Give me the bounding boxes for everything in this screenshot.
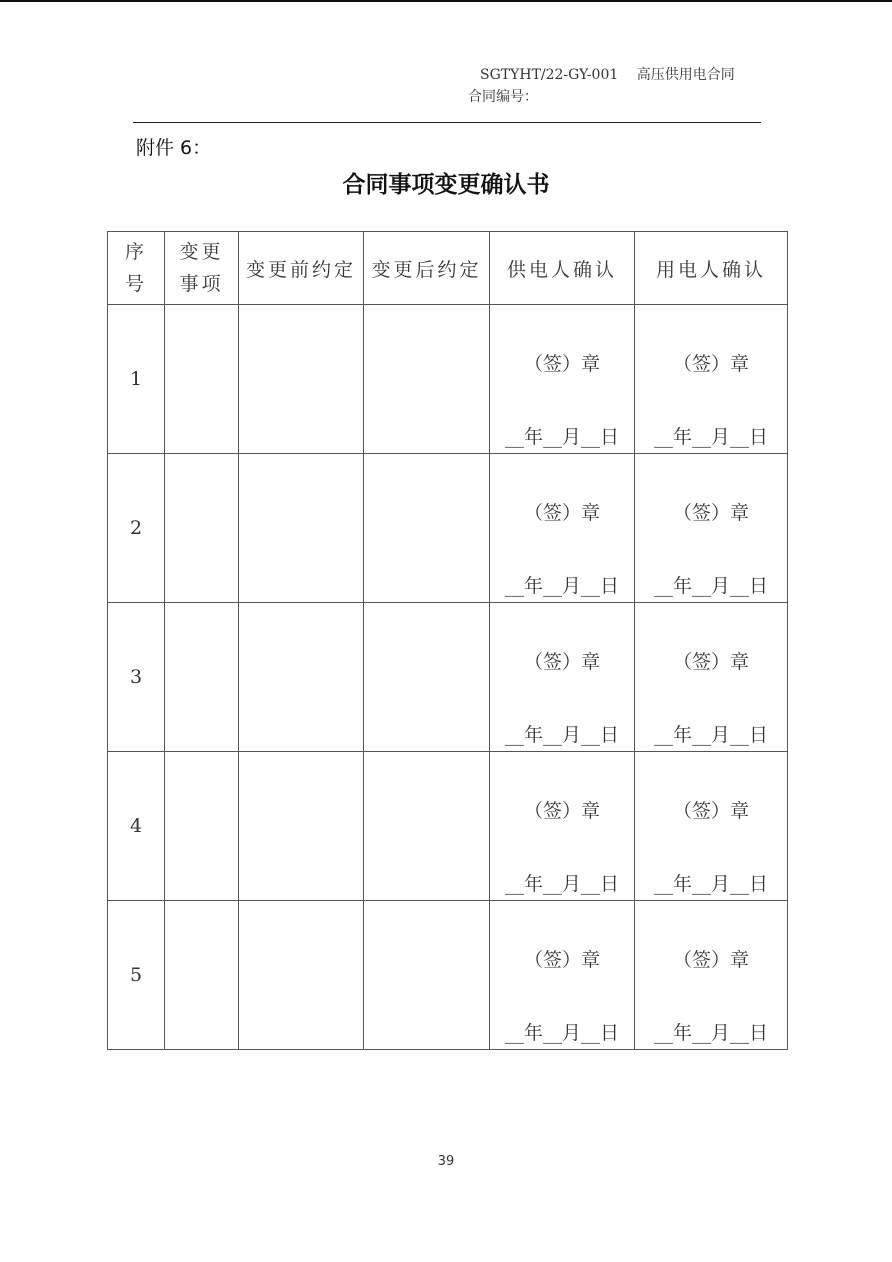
change-item-cell[interactable]: [165, 901, 239, 1050]
table-row: [108, 305, 788, 454]
supplier-confirm-cell[interactable]: [490, 901, 635, 1050]
date-field: __年__月__日: [653, 426, 768, 448]
date-field: __年__月__日: [653, 873, 768, 895]
before-cell[interactable]: [239, 454, 364, 603]
change-confirmation-table: [107, 231, 788, 1050]
seal-label: （签）章: [672, 949, 749, 971]
consumer-confirm-cell[interactable]: [635, 752, 788, 901]
table-row: [108, 901, 788, 1050]
before-cell[interactable]: [239, 305, 364, 454]
date-field: __年__月__日: [653, 575, 768, 597]
change-item-cell[interactable]: [165, 454, 239, 603]
before-cell[interactable]: [239, 603, 364, 752]
consumer-confirm-cell[interactable]: [635, 305, 788, 454]
header-after: 变更后约定: [364, 232, 490, 305]
document-title: 合同事项变更确认书: [342, 171, 550, 198]
supplier-confirm-cell[interactable]: [490, 752, 635, 901]
date-field: __年__月__日: [653, 724, 768, 746]
date-field: __年__月__日: [504, 873, 619, 895]
date-field: __年__月__日: [504, 575, 619, 597]
after-cell[interactable]: [364, 901, 490, 1050]
page-number: 39: [437, 1154, 455, 1169]
contract-code: SGTYHT/22-GY-001: [480, 67, 619, 83]
row-number: 2: [108, 454, 165, 603]
row-number: 5: [108, 901, 165, 1050]
before-cell[interactable]: [239, 901, 364, 1050]
attachment-label: 附件 6：: [136, 137, 212, 159]
header-before: 变更前约定: [239, 232, 364, 305]
after-cell[interactable]: [364, 603, 490, 752]
seal-label: （签）章: [523, 353, 600, 375]
consumer-confirm-cell[interactable]: [635, 454, 788, 603]
page-top-border: [0, 0, 892, 2]
row-number: 1: [108, 305, 165, 454]
date-field: __年__月__日: [653, 1022, 768, 1044]
running-header: [480, 64, 735, 84]
after-cell[interactable]: [364, 305, 490, 454]
table-header-row: [108, 232, 788, 305]
supplier-confirm-cell[interactable]: [490, 454, 635, 603]
consumer-confirm-cell[interactable]: [635, 603, 788, 752]
date-field: __年__月__日: [504, 724, 619, 746]
supplier-confirm-cell[interactable]: [490, 603, 635, 752]
seal-label: （签）章: [523, 651, 600, 673]
supplier-confirm-cell[interactable]: [490, 305, 635, 454]
contract-number-label: 合同编号：: [468, 89, 538, 105]
header-supplier-confirm: 供电人确认: [490, 232, 635, 305]
seal-label: （签）章: [672, 651, 749, 673]
seal-label: （签）章: [523, 800, 600, 822]
after-cell[interactable]: [364, 454, 490, 603]
table-row: [108, 752, 788, 901]
contract-type: 高压供用电合同: [636, 67, 735, 83]
header-divider: [133, 122, 761, 123]
header-seq: 序 号: [108, 232, 165, 305]
date-field: __年__月__日: [504, 1022, 619, 1044]
header-change-item: 变更 事项: [165, 232, 239, 305]
before-cell[interactable]: [239, 752, 364, 901]
consumer-confirm-cell[interactable]: [635, 901, 788, 1050]
seal-label: （签）章: [672, 353, 749, 375]
after-cell[interactable]: [364, 752, 490, 901]
change-item-cell[interactable]: [165, 305, 239, 454]
header-consumer-confirm: 用电人确认: [635, 232, 788, 305]
date-field: __年__月__日: [504, 426, 619, 448]
change-item-cell[interactable]: [165, 603, 239, 752]
change-item-cell[interactable]: [165, 752, 239, 901]
seal-label: （签）章: [672, 800, 749, 822]
seal-label: （签）章: [523, 502, 600, 524]
table-row: [108, 454, 788, 603]
row-number: 4: [108, 752, 165, 901]
table-row: [108, 603, 788, 752]
row-number: 3: [108, 603, 165, 752]
seal-label: （签）章: [523, 949, 600, 971]
seal-label: （签）章: [672, 502, 749, 524]
